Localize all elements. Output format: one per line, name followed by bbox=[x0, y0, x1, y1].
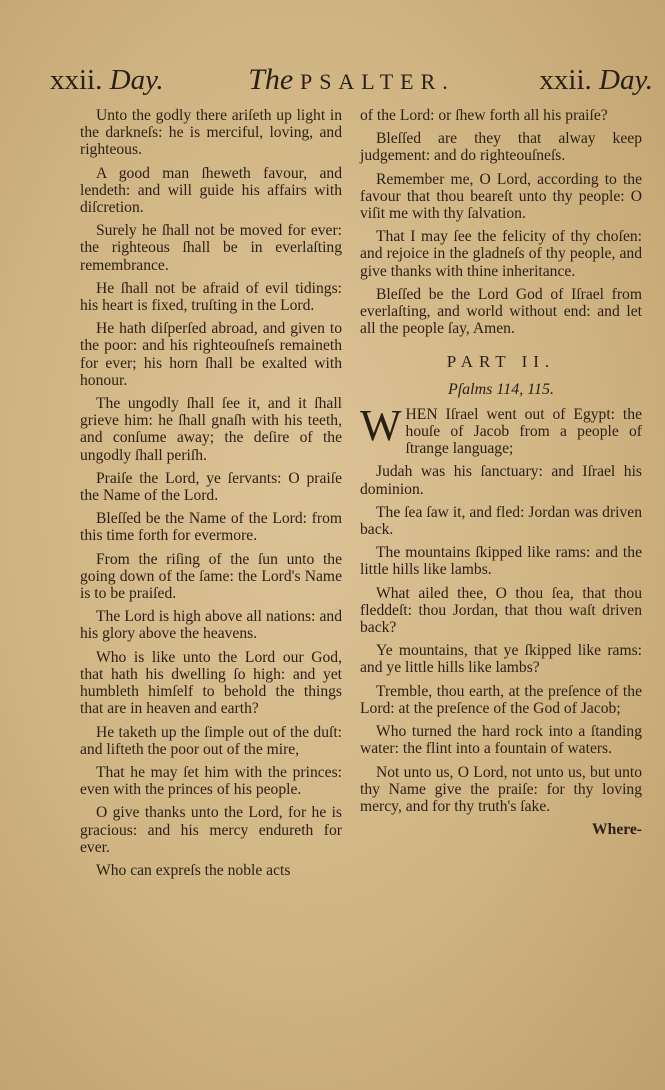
drop-cap: W bbox=[360, 400, 402, 450]
verse: O give thanks unto the Lord, for he is gracious: and his mercy endureth for ever. bbox=[80, 804, 342, 856]
left-column bbox=[80, 107, 342, 885]
verse: Who turned the hard rock into a ſtanding water: the flint into a fountain of waters. bbox=[360, 723, 642, 758]
header-psalter: PSALTER. bbox=[299, 69, 455, 94]
verse: From the riſing of the ſun unto the going down of the ſame: the Lord's Name is to be praiſed. bbox=[80, 550, 342, 603]
psalms-reference: Pſalms 114, 115. bbox=[447, 380, 555, 398]
verse: Surely he ſhall not be moved for ever: the righteous ſhall be in everlaſting remembrance. bbox=[80, 222, 342, 274]
verse: Remember me, O Lord, according to the favour that thou beareſt unto thy people: O viſit me with thy ſalvation. bbox=[360, 170, 642, 223]
header-the: The bbox=[248, 63, 294, 96]
running-header bbox=[50, 60, 653, 100]
verse: Ye mountains, that ye ſkipped like rams: and ye little hills like lambs? bbox=[360, 642, 642, 677]
header-right-day: Day. bbox=[599, 63, 653, 96]
verse: Who can expreſs the noble acts bbox=[96, 861, 291, 879]
header-right-number: xxii. bbox=[539, 63, 592, 96]
verse: The ſea ſaw it, and fled: Jordan was driven back. bbox=[360, 503, 642, 539]
verse-continuation: of the Lord: or ſhew forth all his praiſe? bbox=[360, 107, 608, 124]
dropcap-verse-text: HEN Iſrael went out of Egypt: the houſe of Jacob from a people of ſtrange language; bbox=[405, 405, 642, 458]
verse: Bleſſed are they that alway keep judgement: and do righteouſneſs. bbox=[360, 130, 642, 165]
verse: He taketh up the ſimple out of the duſt: and lifteth the poor out of the mire, bbox=[80, 723, 342, 758]
verse: Not unto us, O Lord, not unto us, but unto thy Name give the praiſe: for thy loving mercy, and for thy truth's ſake. bbox=[360, 763, 642, 815]
verse: A good man ſheweth favour, and lendeth: and will guide his affairs with diſcretion. bbox=[80, 164, 342, 217]
right-column bbox=[360, 107, 642, 838]
catchword: Where- bbox=[592, 821, 642, 839]
verse: Judah was his ſanctuary: and Iſrael his dominion. bbox=[360, 463, 642, 498]
verse: Tremble, thou earth, at the preſence of the Lord: at the preſence of the God of Jacob; bbox=[360, 682, 642, 717]
verse: Unto the godly there ariſeth up light in the darkneſs: he is merciful, loving, and righteous. bbox=[80, 107, 342, 159]
verse: That he may ſet him with the princes: even with the princes of his people. bbox=[80, 763, 342, 799]
verse: He hath diſperſed abroad, and given to the poor: and his righteouſneſs remaineth for ever; his horn ſhall be exalted with honour. bbox=[80, 320, 342, 389]
verse: He ſhall not be afraid of evil tidings: his heart is fixed, truſting in the Lord. bbox=[80, 279, 342, 315]
header-left-day: Day. bbox=[109, 63, 164, 96]
verse: The ungodly ſhall ſee it, and it ſhall grieve him: he ſhall gnaſh with his teeth, and conſume away; the deſire of the ungodly ſhall periſh. bbox=[80, 395, 342, 464]
verse: Bleſſed be the Lord God of Iſrael from everlaſting, and world without end: and let all the people ſay, Amen. bbox=[360, 285, 642, 338]
verse-with-dropcap bbox=[360, 400, 642, 458]
verse: The Lord is high above all nations: and his glory above the heavens. bbox=[80, 608, 342, 643]
part-heading: PART II. bbox=[446, 352, 556, 372]
header-right bbox=[539, 64, 653, 97]
verse: Bleſſed be the Name of the Lord: from this time forth for evermore. bbox=[80, 510, 342, 545]
verse: Praiſe the Lord, ye ſervants: O praiſe the Name of the Lord. bbox=[80, 469, 342, 505]
header-left-number: xxii. bbox=[50, 63, 103, 96]
header-title bbox=[248, 63, 455, 97]
verse: Who is like unto the Lord our God, that hath his dwelling ſo high: and yet humbleth himſelf to behold the things that are in heaven and earth? bbox=[80, 648, 342, 718]
header-left bbox=[50, 64, 164, 97]
verse: What ailed thee, O thou ſea, that thou fleddeſt: thou Jordan, that thou waſt driven back? bbox=[360, 584, 642, 637]
verse: The mountains ſkipped like rams: and the little hills like lambs. bbox=[360, 544, 642, 579]
verse: That I may ſee the felicity of thy choſen: and rejoice in the gladneſs of thy people, and give thanks with thine inheritance. bbox=[360, 228, 642, 280]
